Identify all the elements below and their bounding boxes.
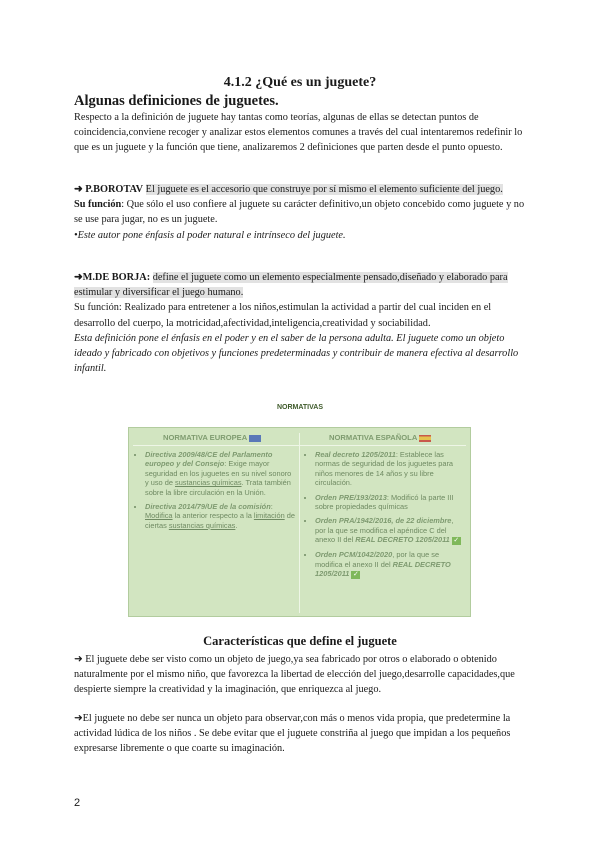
check-icon: ✓ xyxy=(453,537,460,545)
author-borotav: ➜ P.BOROTAV xyxy=(74,184,144,195)
spain-flag-icon xyxy=(419,435,431,442)
function-label: Su función xyxy=(74,199,122,211)
definition-borotav-text: El juguete es el accesorio que construye por sí mismo el elemento suficiente del juego. xyxy=(145,184,503,195)
eu-flag-icon xyxy=(249,435,261,442)
characteristics-title: Características que define el juguete xyxy=(203,634,397,648)
header-divider xyxy=(133,445,466,446)
figure-title: NORMATIVAS xyxy=(276,404,324,411)
function-borotav-text: : Que sólo el uso confiere al juguete su carácter definitivo,un objeto concebido como juguete y no se use para jugar, no es un juguete. xyxy=(74,199,525,226)
characteristic-2: ➜El juguete no debe ser nunca un objeto para observar,con más o menos vida propia, que predetermine la actividad lúdica de los niños . Se debe evitar que el juguete constriña al juego que impidan a los pequeños expresarse libremente o que coarte su imaginación. xyxy=(74,713,511,755)
section-title: 4.1.2 ¿Qué es un juguete? xyxy=(223,75,377,90)
es-item: • Orden PRE/193/2013: Modificó la parte III sobre propiedades químicas xyxy=(315,493,465,512)
spanish-header: NORMATIVA ESPAÑOLA xyxy=(329,433,431,442)
european-column xyxy=(133,450,295,535)
note-borotav: •Este autor pone énfasis al poder natural e intrínseco del juguete. xyxy=(74,229,346,241)
definition-borotav xyxy=(74,182,530,243)
author-borja: ➜M.DE BORJA: xyxy=(74,272,151,283)
column-divider xyxy=(299,433,300,613)
normativas-figure xyxy=(128,427,471,617)
es-item: • Orden PCM/1042/2020, por la que se modifica el anexo II del REAL DECRETO 1205/2011 ✓ xyxy=(315,550,465,579)
eu-item: • Directiva 2014/79/UE de la comisión: Modifica la anterior respecto a la limitación de ciertas sustancias químicas. xyxy=(145,502,295,530)
european-header: NORMATIVA EUROPEA xyxy=(163,433,261,442)
intro-paragraph: Respecto a la definición de juguete hay tantas como teorías, algunas de ellas se detectan puntos de coincidencia,conviene recoger y analizar estos elementos comunes a través del cual intentaremos redefinir lo que es un juguete y la función que tiene, analizaremos 2 definiciones que parten desde el punto opuesto. xyxy=(74,112,523,154)
eu-item: • Directiva 2009/48/CE del Parlamento europeo y del Consejo: Exige mayor seguridad en los juguetes en su nivel sonoro y uso de sustancias químicas. Trata también sobre la libre circulación en la Unión. xyxy=(145,450,295,497)
definition-borja xyxy=(74,270,530,376)
function-borja-text: Su función: Realizado para entretener a los niños,estimulan la actividad a partir del cual inciden en el desarrollo del cuerpo, la motricidad,afectividad,inteligencia,creatividad y sociabilidad. xyxy=(74,302,492,329)
definitions-heading: Algunas definiciones de juguetes. xyxy=(74,93,279,109)
page-number: 2 xyxy=(74,797,81,809)
es-item: • Real decreto 1205/2011: Establece las normas de seguridad de los juguetes para niños menores de 14 años y su libre circulación. xyxy=(315,450,465,488)
note-borja: Esta definición pone el énfasis en el poder y en el saber de la persona adulta. El juguete como un objeto ideado y fabricado con objetivos y funciones predeterminadas y contribuir de manera efectiva al desarrollo infantil. xyxy=(74,332,519,375)
definition-borja-text: define el juguete como un elemento especialmente pensado,diseñado y elaborado para estimular y diversificar el juego humano. xyxy=(74,272,508,299)
es-item: • Orden PRA/1942/2016, de 22 diciembre, por la que se modifica el apéndice C del anexo II del REAL DECRETO 1205/2011 ✓ xyxy=(315,516,465,545)
check-icon: ✓ xyxy=(353,571,359,579)
spanish-column xyxy=(303,450,465,584)
characteristic-1: ➜ El juguete debe ser visto como un objeto de juego,ya sea fabricado por otros o elaborado o obtenido naturalmente por el mismo niño, que favorezca la libertad de elección del juego,desarrolle capacidades,que despierte siempre la creatividad y la imaginación, que enriquezca al juego. xyxy=(74,654,515,696)
